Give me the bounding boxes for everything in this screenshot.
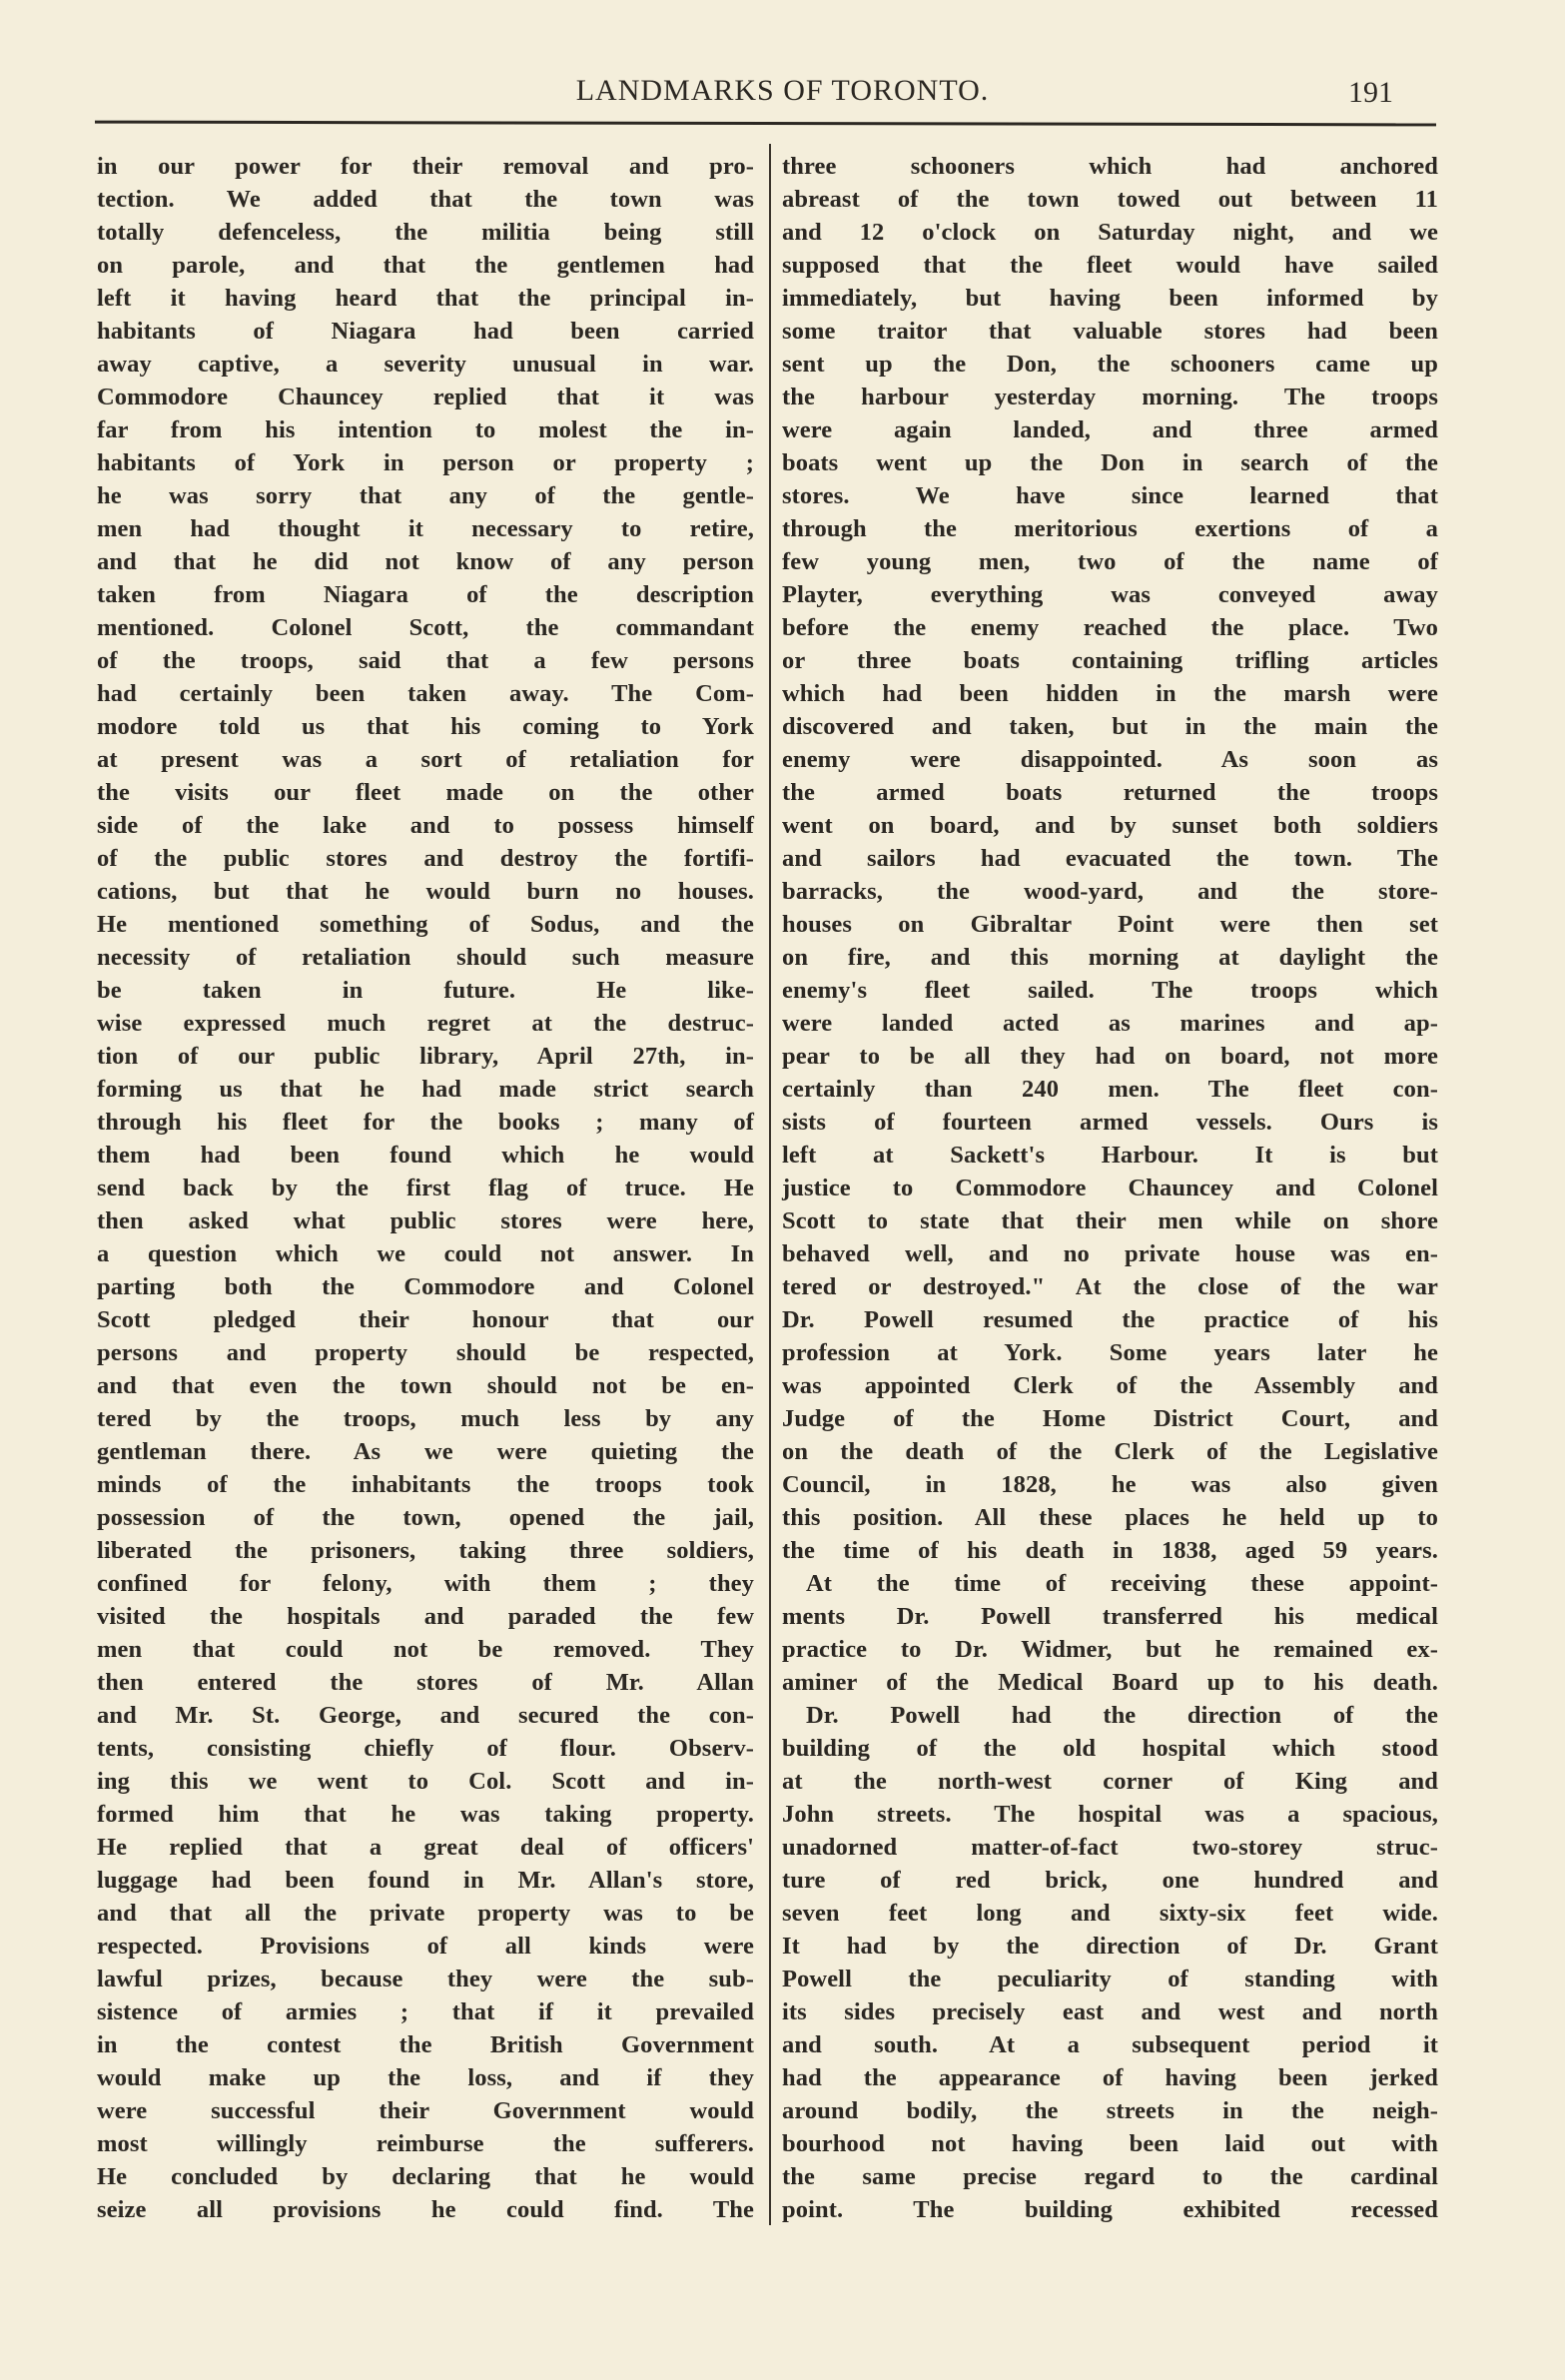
text-line: immediately, but having been informed by [782, 285, 1438, 312]
text-line: would make up the loss, and if they [97, 2064, 754, 2091]
text-line: He concluded by declaring that he would [97, 2163, 754, 2190]
text-line: confined for felony, with them ; they [97, 1570, 754, 1597]
text-line: sistence of armies ; that if it prevailed [97, 1998, 754, 2025]
text-line: supposed that the fleet would have sailed [782, 252, 1438, 279]
text-line: visited the hospitals and paraded the few [97, 1603, 754, 1630]
text-line: behaved well, and no private house was en- [782, 1240, 1438, 1267]
text-line: tection. We added that the town was [97, 186, 754, 213]
text-line: abreast of the town towed out between 11 [782, 186, 1438, 213]
text-line: tion of our public library, April 27th, in- [97, 1043, 754, 1070]
text-line: its sides precisely east and west and north [782, 1998, 1438, 2025]
text-line: point. The building exhibited recessed [782, 2196, 1438, 2223]
text-line: Dr. Powell resumed the practice of his [782, 1306, 1438, 1333]
text-line: totally defenceless, the militia being still [97, 219, 754, 246]
text-line: and that he did not know of any person [97, 548, 754, 575]
text-line: then entered the stores of Mr. Allan [97, 1669, 754, 1696]
text-line: a question which we could not answer. In [97, 1240, 754, 1267]
text-line: in our power for their removal and pro- [97, 153, 754, 180]
text-line: wise expressed much regret at the destruc- [97, 1010, 754, 1037]
text-line: the harbour yesterday morning. The troops [782, 384, 1438, 410]
text-line: the same precise regard to the cardinal [782, 2163, 1438, 2190]
text-line: tents, consisting chiefly of flour. Observ- [97, 1735, 754, 1762]
text-line: luggage had been found in Mr. Allan's store, [97, 1867, 754, 1894]
text-line: side of the lake and to possess himself [97, 812, 754, 839]
text-line: be taken in future. He like- [97, 977, 754, 1004]
header-rule [95, 121, 1436, 127]
text-line: It had by the direction of Dr. Grant [782, 1933, 1438, 1960]
text-line: bourhood not having been laid out with [782, 2130, 1438, 2157]
text-line: unadorned matter-of-fact two-storey struc- [782, 1834, 1438, 1861]
text-line: taken from Niagara of the description [97, 581, 754, 608]
text-line: forming us that he had made strict search [97, 1076, 754, 1103]
right-column [782, 150, 1438, 2226]
text-line: he was sorry that any of the gentle- [97, 482, 754, 509]
text-line: lawful prizes, because they were the sub- [97, 1966, 754, 1992]
text-line: had the appearance of having been jerked [782, 2064, 1438, 2091]
text-line: seize all provisions he could find. The [97, 2196, 754, 2223]
text-line: stores. We have since learned that [782, 482, 1438, 509]
text-line: certainly than 240 men. The fleet con- [782, 1076, 1438, 1103]
text-line: houses on Gibraltar Point were then set [782, 911, 1438, 938]
text-line: Scott pledged their honour that our [97, 1306, 754, 1333]
text-line: enemy were disappointed. As soon as [782, 746, 1438, 773]
text-line: men that could not be removed. They [97, 1636, 754, 1663]
text-line: respected. Provisions of all kinds were [97, 1933, 754, 1960]
text-line: pear to be all they had on board, not more [782, 1043, 1438, 1070]
text-line: or three boats containing trifling articles [782, 647, 1438, 674]
text-line: were again landed, and three armed [782, 416, 1438, 443]
text-line: send back by the first flag of truce. He [97, 1175, 754, 1201]
text-line: most willingly reimburse the sufferers. [97, 2130, 754, 2157]
text-line: sists of fourteen armed vessels. Ours is [782, 1109, 1438, 1136]
text-line: profession at York. Some years later he [782, 1339, 1438, 1366]
column-divider [769, 144, 771, 2225]
text-line: the visits our fleet made on the other [97, 779, 754, 806]
text-line: parting both the Commodore and Colonel [97, 1273, 754, 1300]
text-line: Dr. Powell had the direction of the [806, 1702, 1438, 1729]
text-line: which had been hidden in the marsh were [782, 680, 1438, 707]
text-line: Scott to state that their men while on shore [782, 1207, 1438, 1234]
text-line: were landed acted as marines and ap- [782, 1010, 1438, 1037]
text-line: away captive, a severity unusual in war. [97, 351, 754, 378]
text-line: through the meritorious exertions of a [782, 515, 1438, 542]
text-line: ments Dr. Powell transferred his medical [782, 1603, 1438, 1630]
text-line: was appointed Clerk of the Assembly and [782, 1372, 1438, 1399]
text-line: then asked what public stores were here, [97, 1207, 754, 1234]
text-line: around bodily, the streets in the neigh- [782, 2097, 1438, 2124]
text-line: on fire, and this morning at daylight the [782, 944, 1438, 971]
text-line: them had been found which he would [97, 1142, 754, 1169]
text-line: cations, but that he would burn no houses. [97, 878, 754, 905]
text-line: discovered and taken, but in the main the [782, 713, 1438, 740]
left-column [97, 150, 754, 2226]
text-line: men had thought it necessary to retire, [97, 515, 754, 542]
text-line: formed him that he was taking property. [97, 1801, 754, 1828]
text-line: enemy's fleet sailed. The troops which [782, 977, 1438, 1004]
text-line: in the contest the British Government [97, 2031, 754, 2058]
text-line: and that even the town should not be en- [97, 1372, 754, 1399]
text-line: on the death of the Clerk of the Legislative [782, 1438, 1438, 1465]
text-line: at the north-west corner of King and [782, 1768, 1438, 1795]
text-line: ing this we went to Col. Scott and in- [97, 1768, 754, 1795]
text-line: and sailors had evacuated the town. The [782, 845, 1438, 872]
text-line: at present was a sort of retaliation for [97, 746, 754, 773]
text-line: and that all the private property was to be [97, 1900, 754, 1927]
text-line: were successful their Government would [97, 2097, 754, 2124]
text-line: tered or destroyed." At the close of the war [782, 1273, 1438, 1300]
text-line: Council, in 1828, he was also given [782, 1471, 1438, 1498]
text-line: sent up the Don, the schooners came up [782, 351, 1438, 378]
text-line: He replied that a great deal of officers' [97, 1834, 754, 1861]
text-line: He mentioned something of Sodus, and the [97, 911, 754, 938]
text-line: this position. All these places he held up to [782, 1504, 1438, 1531]
text-line: on parole, and that the gentlemen had [97, 252, 754, 279]
text-line: modore told us that his coming to York [97, 713, 754, 740]
text-line: before the enemy reached the place. Two [782, 614, 1438, 641]
text-line: gentleman there. As we were quieting the [97, 1438, 754, 1465]
text-line: aminer of the Medical Board up to his death. [782, 1669, 1438, 1696]
text-line: tered by the troops, much less by any [97, 1405, 754, 1432]
text-line: Judge of the Home District Court, and [782, 1405, 1438, 1432]
text-line: ture of red brick, one hundred and [782, 1867, 1438, 1894]
text-line: mentioned. Colonel Scott, the commandant [97, 614, 754, 641]
text-line: At the time of receiving these appoint- [806, 1570, 1438, 1597]
text-line: building of the old hospital which stood [782, 1735, 1438, 1762]
text-line: persons and property should be respected, [97, 1339, 754, 1366]
running-header: LANDMARKS OF TORONTO. [575, 74, 990, 107]
text-line: possession of the town, opened the jail, [97, 1504, 754, 1531]
text-line: and south. At a subsequent period it [782, 2031, 1438, 2058]
text-line: Playter, everything was conveyed away [782, 581, 1438, 608]
text-line: the time of his death in 1838, aged 59 years. [782, 1537, 1438, 1564]
text-line: the armed boats returned the troops [782, 779, 1438, 806]
text-line: John streets. The hospital was a spacious, [782, 1801, 1438, 1828]
text-line: left it having heard that the principal in- [97, 285, 754, 312]
text-line: few young men, two of the name of [782, 548, 1438, 575]
text-line: of the troops, said that a few persons [97, 647, 754, 674]
text-line: minds of the inhabitants the troops took [97, 1471, 754, 1498]
text-line: of the public stores and destroy the fortifi- [97, 845, 754, 872]
text-line: justice to Commodore Chauncey and Colonel [782, 1175, 1438, 1201]
text-line: through his fleet for the books ; many of [97, 1109, 754, 1136]
text-line: habitants of York in person or property ; [97, 449, 754, 476]
text-line: and 12 o'clock on Saturday night, and we [782, 219, 1438, 246]
text-line: Commodore Chauncey replied that it was [97, 384, 754, 410]
text-line: left at Sackett's Harbour. It is but [782, 1142, 1438, 1169]
text-line: some traitor that valuable stores had been [782, 318, 1438, 345]
page-number: 191 [1348, 76, 1393, 109]
text-line: liberated the prisoners, taking three soldiers, [97, 1537, 754, 1564]
text-line: boats went up the Don in search of the [782, 449, 1438, 476]
text-line: seven feet long and sixty-six feet wide. [782, 1900, 1438, 1927]
text-line: necessity of retaliation should such measure [97, 944, 754, 971]
text-line: went on board, and by sunset both soldiers [782, 812, 1438, 839]
text-line: had certainly been taken away. The Com- [97, 680, 754, 707]
text-line: and Mr. St. George, and secured the con- [97, 1702, 754, 1729]
text-line: three schooners which had anchored [782, 153, 1438, 180]
text-line: practice to Dr. Widmer, but he remained ex- [782, 1636, 1438, 1663]
text-line: barracks, the wood-yard, and the store- [782, 878, 1438, 905]
text-line: far from his intention to molest the in- [97, 416, 754, 443]
text-line: Powell the peculiarity of standing with [782, 1966, 1438, 1992]
text-line: habitants of Niagara had been carried [97, 318, 754, 345]
